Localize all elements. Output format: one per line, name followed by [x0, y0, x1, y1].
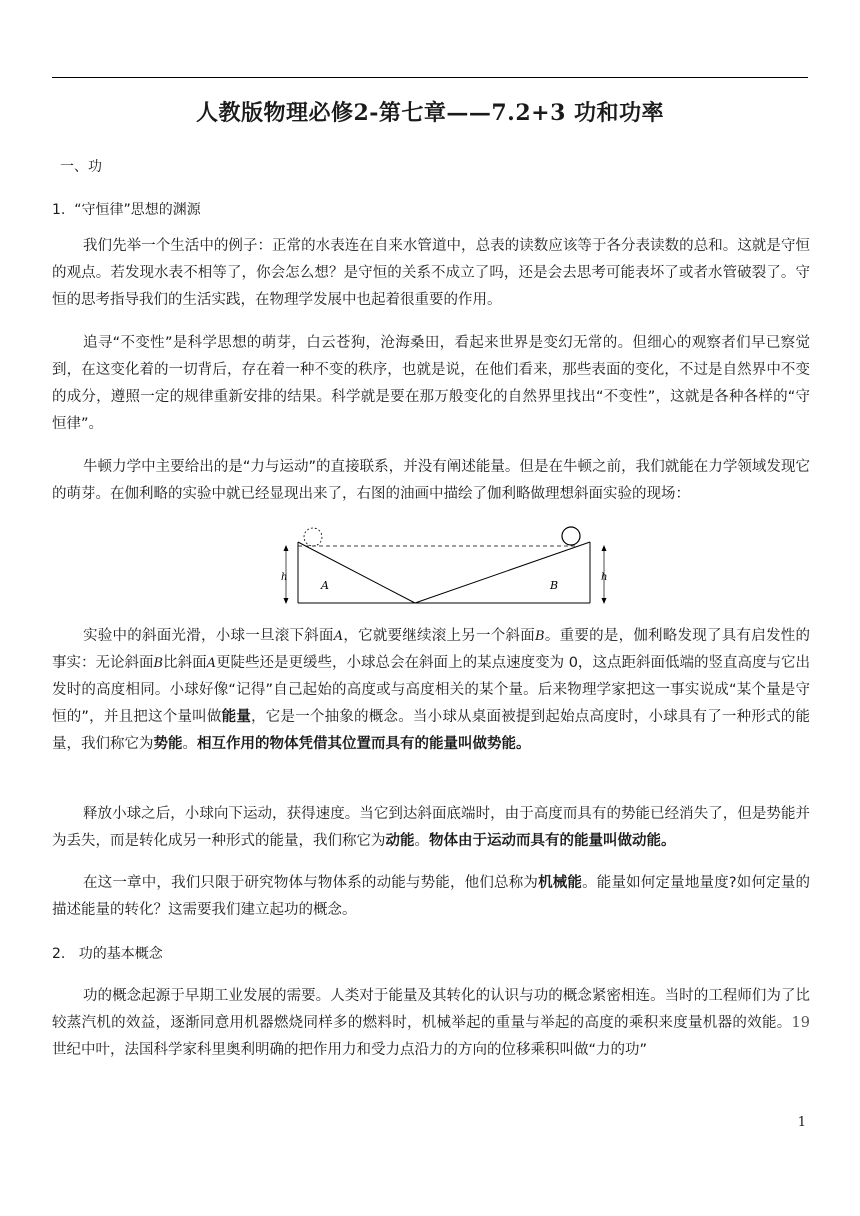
paragraph-work-origin: 功的概念起源于早期工业发展的需要。人类对于能量及其转化的认识与功的概念紧密相连。当时的工程师们为了比较蒸汽机的效益，逐渐同意用机器燃烧同样多的燃料时，机械举起的重量与举起的高度的乘积来度量机器的效能。19 世纪中叶，法国科学家科里奥利明确的把作用力和受力点沿力的方向的位移乘积叫做“力的功”	[52, 988, 810, 1058]
label-incline-a: A	[321, 579, 329, 592]
ball-end-position	[562, 527, 580, 545]
paragraph-galileo-experiment: 实验中的斜面光滑，小球一旦滚下斜面A，它就要继续滚上另一个斜面B。重要的是，伽利略发现了具有启发性的事实：无论斜面B比斜面A更陡些还是更缓些，小球总会在斜面上的某点速度变为 0，这点距斜面低端的竖直高度与它出发时的高度相同。小球好像“记得”自己起始的高度或与高度相关的某个量。后来物理学家把这一事实说成“某个量是守恒的”，并且把这个量叫做能量，它是一个抽象的概念。当小球从桌面被提到起始点高度时，小球具有了一种形式的能量，我们称它为势能。相互作用的物体凭借其位置而具有的能量叫做势能。	[52, 628, 811, 752]
label-incline-b: B	[550, 579, 559, 592]
subsection-heading-work-concept: 2. 功的基本概念	[52, 946, 163, 962]
paragraph-newton-galileo: 牛顿力学中主要给出的是“力与运动”的直接联系，并没有阐述能量。但是在牛顿之前，我们就能在力学领域发现它的萌芽。在伽利略的实验中就已经显现出来了，右图的油画中描绘了伽利略做理想斜面实验的现场：	[52, 459, 810, 502]
incline-b	[415, 542, 590, 603]
ball-start-position	[304, 528, 322, 546]
section-heading-work: 一、功	[60, 159, 102, 175]
paragraph-water-meter: 我们先举一个生活中的例子：正常的水表连在自来水管道中，总表的读数应该等于各分表读数的总和。这就是守恒的观点。若发现水表不相等了，你会怎么想？是守恒的关系不成立了吗，还是会去思考可能表坏了或者水管破裂了。守恒的思考指导我们的生活实践，在物理学发展中也起着很重要的作用。	[52, 238, 810, 308]
term-kinetic-energy: 动能	[385, 833, 415, 849]
header-rule	[52, 77, 808, 78]
page-number: 1	[797, 1115, 806, 1130]
term-potential-energy: 势能	[153, 736, 183, 752]
page-title: 人教版物理必修2-第七章——7.2+3 功和功率	[195, 100, 665, 126]
label-h-right: h	[601, 572, 608, 583]
term-energy: 能量	[221, 709, 252, 725]
definition-potential-energy: 相互作用的物体凭借其位置而具有的能量叫做势能。	[197, 736, 531, 752]
paragraph-mechanical-energy: 在这一章中，我们只限于研究物体与物体系的动能与势能，他们总称为机械能。能量如何定量地量度?如何定量的描述能量的转化？这需要我们建立起功的概念。	[52, 875, 810, 918]
incline-a	[298, 542, 415, 603]
term-mechanical-energy: 机械能	[538, 875, 583, 891]
paragraph-invariance: 追寻“不变性”是科学思想的萌芽，白云苍狗，沧海桑田，看起来世界是变幻无常的。但细心的观察者们早已察觉到，在这变化着的一切背后，存在着一种不变的秩序，也就是说，在他们看来，那些表面的变化，不过是自然界中不变的成分，遵照一定的规律重新安排的结果。科学就是要在那万般变化的自然界里找出“不变性”，这就是各种各样的“守恒律”。	[52, 335, 811, 432]
paragraph-kinetic-energy: 释放小球之后，小球向下运动，获得速度。当它到达斜面底端时，由于高度而具有的势能已经消失了，但是势能并为丢失，而是转化成另一种形式的能量，我们称它为动能。物体由于运动而具有的能量叫做动能。	[52, 806, 810, 849]
galileo-incline-diagram	[280, 525, 616, 605]
definition-kinetic-energy: 物体由于运动而具有的能量叫做动能。	[429, 833, 676, 849]
label-h-left: h	[281, 572, 288, 583]
subsection-heading-conservation: 1. “守恒律”思想的渊源	[52, 202, 201, 218]
